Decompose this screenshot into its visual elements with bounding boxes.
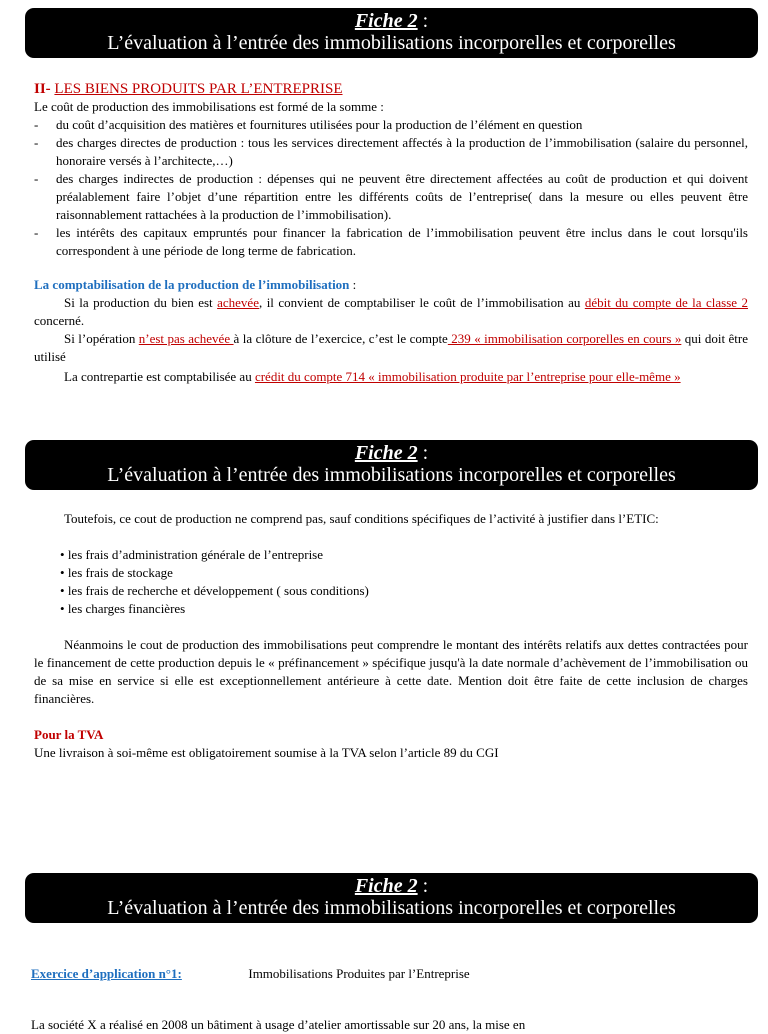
banner-title: L’évaluation à l’entrée des immobilisations incorporelles et corporelles bbox=[107, 897, 676, 919]
fiche-banner-1: Fiche 2 : L’évaluation à l’entrée des immobilisations incorporelles et corporelles bbox=[25, 8, 758, 58]
fiche-banner-3: Fiche 2 : L’évaluation à l’entrée des immobilisations incorporelles et corporelles bbox=[25, 873, 758, 923]
tva-text: Une livraison à soi-même est obligatoirement soumise à la TVA selon l’article 89 du CGI bbox=[34, 745, 499, 760]
paragraph: La contrepartie est comptabilisée au crédit du compte 714 « immobilisation produite par l’entreprise pour elle-même » bbox=[64, 369, 681, 384]
fiche-label: Fiche 2 bbox=[354, 442, 418, 464]
section-biens-produits bbox=[34, 80, 748, 386]
fiche-banner-2: Fiche 2 : L’évaluation à l’entrée des immobilisations incorporelles et corporelles bbox=[25, 440, 758, 490]
list-item: • les charges financières bbox=[60, 600, 748, 618]
paragraph: Si la production du bien est achevée, il convient de comptabiliser le coût de l’immobilisation au débit du compte de la classe 2 concerné. bbox=[34, 295, 749, 328]
list-item: • les frais de stockage bbox=[60, 564, 748, 582]
compta-heading: La comptabilisation de la production de l’immobilisation : bbox=[34, 277, 357, 292]
fiche-label: Fiche 2 bbox=[354, 10, 418, 32]
cost-list bbox=[34, 116, 748, 260]
banner-title: L’évaluation à l’entrée des immobilisations incorporelles et corporelles bbox=[107, 464, 676, 486]
exclusion-list bbox=[34, 546, 748, 618]
list-item: • les frais d’administration générale de l’entreprise bbox=[60, 546, 748, 564]
list-item: - du coût d’acquisition des matières et fournitures utilisées pour la production de l’élément en question bbox=[34, 116, 748, 134]
list-item: - des charges directes de production : tous les services directement affectés à la production de l’immobilisation (salaire du personnel, honoraire versés à l’architecte,…) bbox=[34, 134, 748, 170]
exercise-heading: Exercice d’application n°1: Immobilisations Produites par l’Entreprise bbox=[31, 966, 470, 981]
list-item: • les frais de recherche et développement ( sous conditions) bbox=[60, 582, 748, 600]
section-cout-production bbox=[34, 510, 748, 762]
intro-text: Le coût de production des immobilisations est formé de la somme : bbox=[34, 99, 384, 114]
paragraph: Si l’opération n’est pas achevée à la clôture de l’exercice, c’est le compte 239 « immobilisation corporelles en cours » qui doit être utilisé bbox=[34, 331, 748, 364]
list-item: - les intérêts des capitaux empruntés pour financer la fabrication de l’immobilisation peuvent être inclus dans le cout lorsqu'ils correspondent à une période de long terme de fabrication. bbox=[34, 224, 748, 260]
banner-title: L’évaluation à l’entrée des immobilisations incorporelles et corporelles bbox=[107, 32, 676, 54]
fiche-label: Fiche 2 bbox=[354, 875, 418, 897]
section-heading: II- LES BIENS PRODUITS PAR L’ENTREPRISE bbox=[34, 81, 343, 97]
paragraph: Toutefois, ce cout de production ne comprend pas, sauf conditions spécifiques de l’activité à justifier dans l’ETIC: bbox=[64, 511, 659, 526]
list-item: - des charges indirectes de production : dépenses qui ne peuvent être directement affectées au coût de production et qui doivent préalablement faire l’objet d’une répartition entre les différents coûts de l’entreprise( dans la mesure ou elles peuvent être raisonnablement rattachées à la production de l’immobilisation). bbox=[34, 170, 748, 224]
cut-off-text: La société X a réalisé en 2008 un bâtiment à usage d’atelier amortissable sur 20 ans, la mise en bbox=[31, 1017, 526, 1032]
exercise-subject: Immobilisations Produites par l’Entreprise bbox=[248, 966, 470, 981]
tva-heading: Pour la TVA bbox=[34, 727, 104, 742]
paragraph: Néanmoins le cout de production des immobilisations peut comprendre le montant des intérêts relatifs aux dettes contractées pour le financement de cette production depuis le « préfinancement » spécifique jusqu'à la date normale d’achèvement de l’immobilisation ou de sa mise en service si elle est exceptionnellement antérieure à cette date. Mention doit être faite de cette inclusion de charges financières. bbox=[34, 637, 748, 706]
section-exercice bbox=[31, 965, 745, 983]
